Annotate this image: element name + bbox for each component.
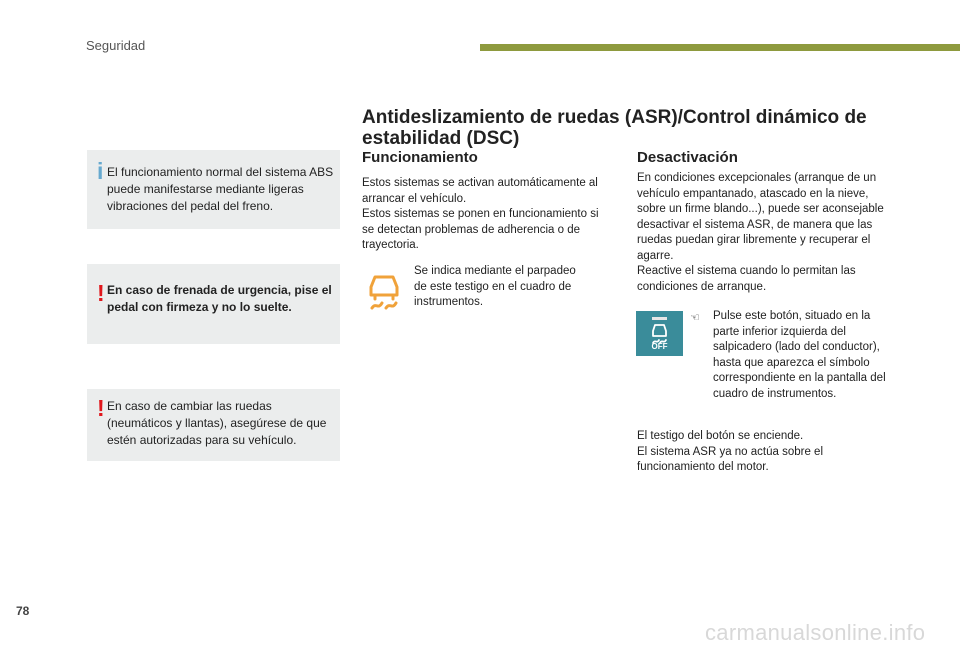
warning-icon: !: [97, 395, 105, 421]
paragraph-line: Reactive el sistema cuando lo permitan las condiciones de arranque.: [637, 265, 856, 293]
warning-note-braking: [87, 264, 340, 344]
warning-icon: !: [97, 280, 105, 306]
section-heading-funcionamiento: Funcionamiento: [362, 149, 478, 166]
watermark: carmanualsonline.info: [705, 620, 926, 645]
off-label: OFF: [651, 342, 668, 351]
header-accent-bar: [480, 44, 960, 51]
paragraph: [637, 429, 887, 476]
paragraph: [637, 171, 899, 295]
info-note-text: El funcionamiento normal del sistema ABS puede manifestarse mediante ligeras vibraciones del pedal del freno.: [107, 165, 334, 213]
skid-warning-icon: [364, 268, 404, 312]
paragraph-line: El sistema ASR ya no actúa sobre el funcionamiento del motor.: [637, 445, 824, 473]
warning-note-text: En caso de cambiar las ruedas (neumáticos y llantas), asegúrese de que estén autorizadas para su vehículo.: [107, 399, 327, 447]
page-number: 78: [16, 604, 30, 618]
warning-note-text: En caso de frenada de urgencia, pise el pedal con firmeza y no lo suelte.: [107, 283, 332, 314]
page-title: Antideslizamiento de ruedas (ASR)/Control dinámico de estabilidad (DSC): [362, 107, 867, 149]
info-icon: i: [97, 158, 104, 184]
warning-note-wheels: [87, 389, 340, 461]
paragraph-line: Estos sistemas se activan automáticamente al arrancar el vehículo.: [362, 177, 598, 205]
bullet-icon: ☜: [690, 312, 700, 324]
dsc-off-button-icon: [636, 311, 683, 356]
info-note-abs: [87, 150, 340, 229]
section-heading-desactivacion: Desactivación: [637, 149, 738, 166]
paragraph-line: Estos sistemas se ponen en funcionamiento si se detectan problemas de adherencia o de trayectoria.: [362, 208, 599, 251]
paragraph: [362, 176, 612, 254]
paragraph-line: El testigo del botón se enciende.: [637, 430, 804, 442]
step-instruction: Pulse este botón, situado en la parte inferior izquierda del salpicadero (lado del conductor), hasta que aparezca el símbolo correspondiente en la pantalla del cuadro de instrumentos.: [713, 310, 886, 400]
indicator-description: Se indica mediante el parpadeo de este testigo en el cuadro de instrumentos.: [414, 265, 576, 308]
section-header: Seguridad: [86, 38, 146, 53]
paragraph-line: En condiciones excepcionales (arranque de un vehículo empantanado, atascado en la nieve, sobre un firme blando...), puede ser aconsejable desactivar el sistema ASR, de manera que las ruedas puedan girar libremente y recuperar el agarre.: [637, 172, 884, 262]
